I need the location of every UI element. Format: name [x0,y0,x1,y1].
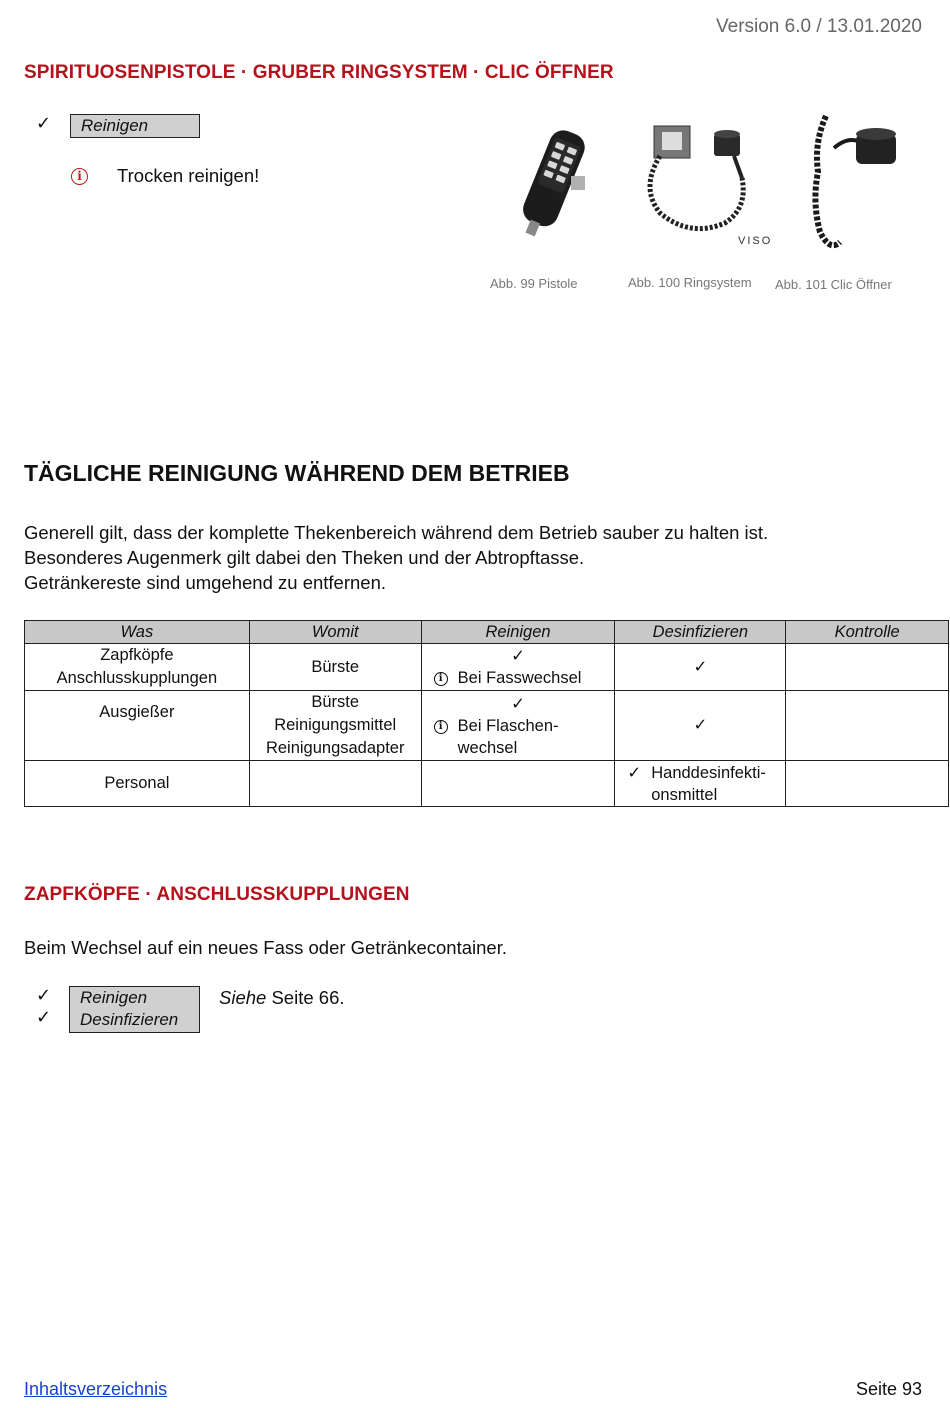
tag-reinigen: Reinigen [69,986,200,1010]
table-row [25,761,949,807]
cell-text: Bei Fasswechsel [457,669,582,687]
header-kontrolle: Kontrolle [786,621,949,644]
cell-was [25,644,250,691]
check-icon: ✓ [511,647,525,665]
cell-reinigen [421,761,615,807]
clic-oeffner-image [800,112,900,254]
cell-text: Handdesinfekti- [651,763,766,782]
pistole-image [495,120,605,240]
cell-womit [249,691,421,761]
cell-desinfizieren [615,644,786,691]
header-desinfizieren: Desinfizieren [615,621,786,644]
cell-desinfizieren [615,691,786,761]
check-icon: ✓ [36,985,52,1005]
paragraph-line: Getränkereste sind umgehend zu entfernen. [24,572,387,593]
cell-desinfizieren [615,761,786,807]
cell-text: Reinigungsadapter [265,739,405,757]
check-icon: ✓ [693,716,708,734]
cell-text: Anschlusskupplungen [56,669,218,687]
cell-kontrolle [786,644,949,691]
note-trocken-reinigen: Trocken reinigen! [117,165,260,186]
caption-pistole: Abb. 99 Pistole [490,276,578,291]
header-was: Was [25,621,250,644]
viso-logo-text: VISO [738,235,773,247]
cell-kontrolle [786,691,949,761]
cell-text: Bürste [311,693,360,711]
cell-reinigen [421,644,615,691]
cell-text: Personal [104,774,170,792]
ringsystem-image [630,118,780,248]
tag-reinigen: Reinigen [70,114,200,138]
toc-link[interactable]: Inhaltsverzeichnis [24,1379,168,1399]
cell-reinigen [421,691,615,761]
cell-text: wechsel [457,738,518,757]
tag-desinfizieren: Desinfizieren [69,1009,200,1033]
section-title-zapfkoepfe: ZAPFKÖPFE · ANSCHLUSSKUPPLUNGEN [24,884,410,905]
section-title-taegliche-reinigung: TÄGLICHE REINIGUNG WÄHREND DEM BETRIEB [24,460,570,486]
cleaning-table [24,620,949,807]
paragraph-line: Besonderes Augenmerk gilt dabei den Theken und der Abtropftasse. [24,547,585,568]
section-title-spirituosenpistole: SPIRITUOSENPISTOLE · GRUBER RINGSYSTEM · CLIC ÖFFNER [24,62,614,83]
info-icon: i [71,168,88,185]
table-row [25,644,949,691]
zapfkoepfe-paragraph: Beim Wechsel auf ein neues Fass oder Getränkecontainer. [24,937,507,958]
cell-text: onsmittel [651,785,718,804]
cell-womit [249,644,421,691]
check-icon: ✓ [693,657,708,676]
caption-clic-oeffner: Abb. 101 Clic Öffner [775,277,892,292]
header-womit: Womit [249,621,421,644]
cell-text: Bürste [311,657,360,676]
check-icon: ✓ [511,694,525,713]
cell-kontrolle [786,761,949,807]
info-icon: i [434,720,448,734]
check-icon: ✓ [627,763,642,782]
check-icon: ✓ [36,1007,52,1027]
cell-text: Ausgießer [99,703,175,721]
paragraph-line: Generell gilt, dass der komplette Thekenbereich während dem Betrieb sauber zu halten ist. [24,522,769,543]
cell-text: Bei Flaschen- [457,716,559,735]
ref-prefix: Siehe [219,987,267,1008]
header-reinigen: Reinigen [421,621,615,644]
cell-text: Reinigungsmittel [274,716,397,734]
version-label: Version 6.0 / 13.01.2020 [716,16,922,37]
page-number: Seite 93 [855,1379,922,1399]
caption-ringsystem: Abb. 100 Ringsystem [628,275,752,290]
ref-text: Seite 66. [266,987,345,1008]
cell-was [25,691,250,761]
table-header-row [25,621,949,644]
check-icon: ✓ [36,113,52,133]
page-reference [219,987,345,1009]
cell-was [25,761,250,807]
cell-text: Zapfköpfe [100,646,174,664]
table-row [25,691,949,761]
intro-paragraph [24,520,768,595]
info-icon: i [434,672,448,686]
cell-womit [249,761,421,807]
